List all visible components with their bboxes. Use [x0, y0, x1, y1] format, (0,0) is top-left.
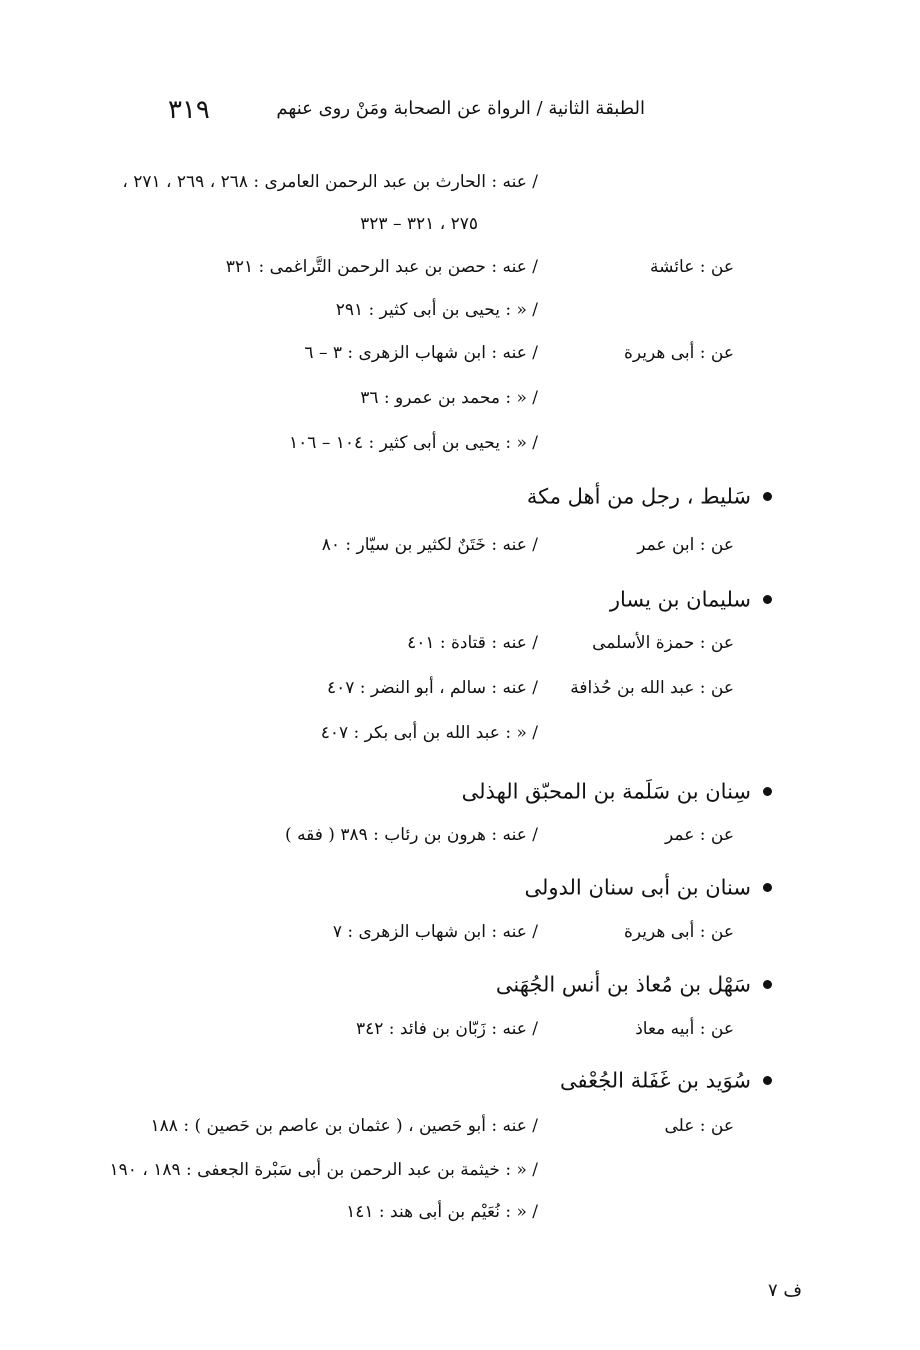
- bullet-icon: [763, 492, 772, 501]
- entry-heading: سليمان بن يسار: [610, 586, 772, 612]
- continuation-line: ٢٧٥ ، ٣٢١ – ٣٢٣: [360, 214, 478, 234]
- narrator-source: عن : عمر: [665, 825, 734, 845]
- narrator-source: عن : حمزة الأسلمى: [592, 633, 734, 653]
- bullet-icon: [763, 1076, 772, 1085]
- continuation-line: / عنه : الحارث بن عبد الرحمن العامرى : ٢٦٨ ، ٢٦٩ ، ٢٧١ ،: [122, 172, 538, 192]
- narrator-line: / عنه : هرون بن رئاب : ٣٨٩ ( فقه ): [285, 825, 538, 845]
- page-number: ٣١٩: [168, 95, 210, 125]
- narrator-source: عن : أبى هريرة: [623, 922, 734, 942]
- entry-heading: سِنان بن سَلَمة بن المحبّق الهذلى: [462, 778, 772, 804]
- running-head: الطبقة الثانية / الرواة عن الصحابة ومَنْ روى عنهم: [276, 98, 645, 119]
- bullet-icon: [763, 883, 772, 892]
- narrator-line: / عنه : ابن شهاب الزهرى : ٧: [332, 922, 538, 942]
- bullet-icon: [763, 787, 772, 796]
- narrator-source: عن : على: [664, 1116, 734, 1136]
- entry-heading: سنان بن أبى سنان الدولى: [524, 874, 772, 900]
- narrator-line: / عنه : خَتَنٌ لكثير بن سيّار : ٨٠: [321, 535, 538, 555]
- entry-heading: سُوَيد بن غَفَلة الجُعْفى: [560, 1067, 772, 1093]
- bullet-icon: [763, 980, 772, 989]
- narrator-source: عن : أبيه معاذ: [635, 1019, 734, 1039]
- entry-heading: سَليط ، رجل من أهل مكة: [527, 483, 772, 509]
- narrator-source: عن : عبد الله بن حُذافة: [570, 678, 734, 698]
- narrator-line: / « : نُعَيْم بن أبى هند : ١٤١: [346, 1202, 538, 1222]
- narrator-source: عن : ابن عمر: [637, 535, 734, 555]
- narrator-source: عن : عائشة: [650, 257, 734, 277]
- narrator-line: / عنه : قتادة : ٤٠١: [407, 633, 538, 653]
- narrator-line: / « : عبد الله بن أبى بكر : ٤٠٧: [320, 723, 538, 743]
- narrator-line: / عنه : زَبّان بن فائد : ٣٤٢: [355, 1019, 538, 1039]
- entry-heading: سَهْل بن مُعاذ بن أنس الجُهَنى: [496, 971, 772, 997]
- signature-mark: ف ٧: [767, 1280, 802, 1301]
- narrator-line: / عنه : ابن شهاب الزهرى : ٣ – ٦: [304, 343, 538, 363]
- narrator-line: / عنه : حصن بن عبد الرحمن التَّراغمى : ٣٢١: [225, 257, 538, 277]
- narrator-line: / « : محمد بن عمرو : ٣٦: [360, 388, 538, 408]
- narrator-line: / عنه : سالم ، أبو النضر : ٤٠٧: [326, 678, 538, 698]
- narrator-line: / « : يحيى بن أبى كثير : ١٠٤ – ١٠٦: [289, 433, 538, 453]
- narrator-line: / « : خيثمة بن عبد الرحمن بن أبى سَبْرة الجعفى : ١٨٩ ، ١٩٠: [109, 1160, 538, 1180]
- narrator-line: / عنه : أبو حَصين ، ( عثمان بن عاصم بن حَصين ) : ١٨٨: [150, 1116, 538, 1136]
- narrator-source: عن : أبى هريرة: [623, 343, 734, 363]
- narrator-line: / « : يحيى بن أبى كثير : ٢٩١: [335, 300, 538, 320]
- bullet-icon: [763, 595, 772, 604]
